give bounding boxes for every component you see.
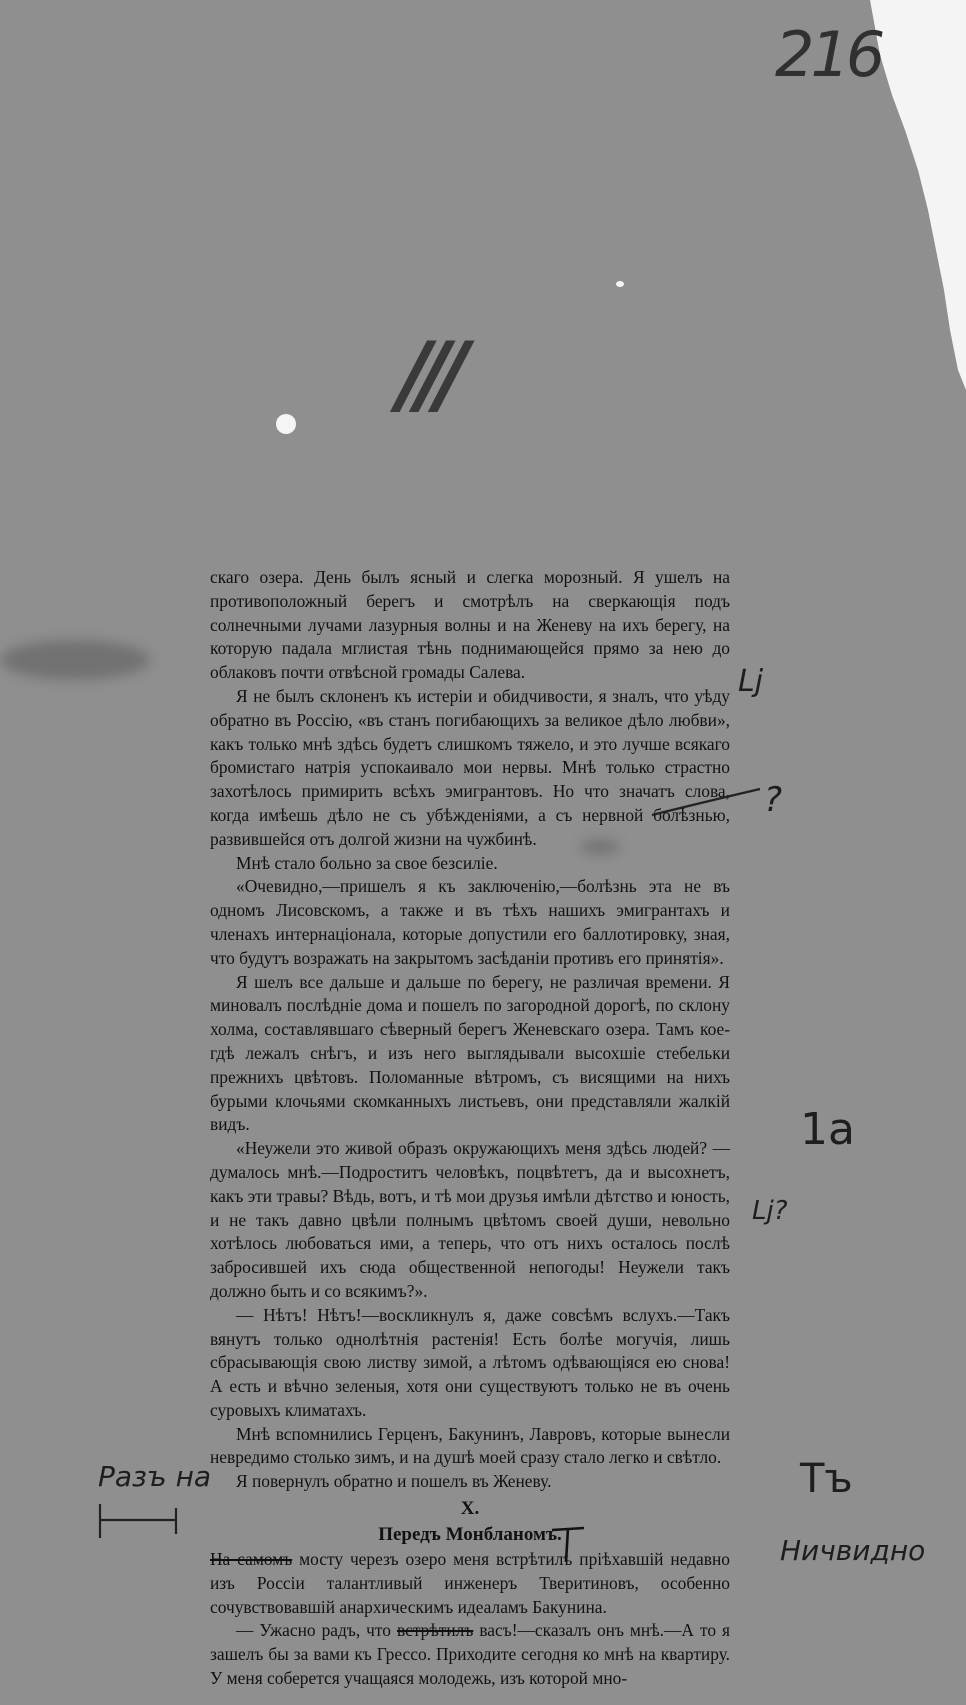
margin-note: Ничвидно xyxy=(780,1534,926,1567)
paragraph: Мнѣ вспомнились Герценъ, Бакунинъ, Лавровъ, которые вынесли невредимо столько зимъ, и на душѣ моей сразу стало легко и свѣтло. xyxy=(210,1423,730,1468)
document-text xyxy=(210,566,730,1691)
paragraph: Я повернулъ обратно и пошелъ въ Женеву. xyxy=(236,1471,552,1492)
paragraph: «Очевидно,—пришелъ я къ заключенію,—болѣзнь эта не въ одномъ Лисовскомъ, а также и въ тѣхъ нашихъ эмигрантахъ и членахъ интернаціонала, которые допустили его баллотировку, зная, что будутъ возражать на закрытомъ засѣданіи противъ его принятія». xyxy=(210,876,730,968)
struck-text: встрѣтилъ xyxy=(396,1620,474,1641)
margin-bracket-icon xyxy=(96,1498,186,1548)
margin-note: Разъ на xyxy=(98,1460,212,1493)
margin-note: Lj? xyxy=(752,1196,788,1226)
margin-note: 1a xyxy=(800,1104,855,1155)
paragraph-text: — Ужасно радъ, что xyxy=(236,1620,397,1641)
chapter-title: Передъ Монбланомъ. xyxy=(378,1524,562,1546)
roman-numeral-mark: III xyxy=(379,322,474,436)
margin-note: Lj xyxy=(738,664,764,699)
paragraph: «Неужели это живой образъ окружающихъ меня здѣсь людей? —думалось мнѣ.—Подроститъ человѣкъ, поцвѣтетъ, да и высохнетъ, какъ эти травы? Вѣдь, вотъ, и тѣ мои друзья имѣли дѣтство и юность, и не такъ давно цвѣли полнымъ цвѣтомъ своей души, невольно хотѣлось любоваться ими, а теперь, что отъ нихъ осталось послѣ забросившей ихъ сюда общественной непогоды! Неужели такъ должно быть и со всякимъ?». xyxy=(210,1138,730,1301)
punch-hole xyxy=(276,414,296,434)
margin-note: ? xyxy=(764,780,783,820)
margin-line-icon xyxy=(650,785,770,825)
paragraph: Я шелъ все дальше и дальше по берегу, не различая времени. Я миновалъ послѣдніе дома и пошелъ по загородной дорогѣ, по склону холма, составлявшаго сѣверный берегъ Женевскаго озера. Тамъ кое-гдѣ лежалъ снѣгъ, и изъ него выглядывали высохшіе стебельки прежнихъ цвѣтовъ. Поломанные вѣтромъ, съ висящими на нихъ бурыми клочьями скомканныхъ листьевъ, они представляли жалкій видъ. xyxy=(210,971,730,1135)
margin-note: Тъ xyxy=(800,1456,853,1502)
punch-hole-small xyxy=(616,281,624,287)
paragraph: — Нѣтъ! Нѣтъ!—воскликнулъ я, даже совсѣмъ вслухъ.—Такъ вянутъ только однолѣтнія растенія! Есть болѣе могучія, лишь сбрасывающія свою листву зимой, а лѣтомъ одѣвающіяся ею снова! А есть и вѣчно зеленыя, хотя они существуютъ только не въ очень суровыхъ климатахъ. xyxy=(210,1304,730,1420)
paragraph: Мнѣ стало больно за свое безсиліе. xyxy=(236,852,498,873)
insert-mark-icon xyxy=(548,1524,588,1564)
page-number-annotation: 216 xyxy=(775,18,882,91)
chapter-paragraph xyxy=(210,1548,730,1619)
paragraph: Я не былъ склоненъ къ истеріи и обидчивости, я зналъ, что уѣду обратно въ Россію, «въ станъ погибающихъ за великое дѣло любви», какъ только мнѣ здѣсь будетъ слишкомъ тяжело, и это лучше всякаго бромистаго натрія успокаивало мои нервы. Мнѣ только страстно захотѣлось примирить всѣхъ эмигрантовъ. Но что значатъ слова, когда имѣешь дѣло не съ убѣжденіями, а съ нервной болѣзнью, развившейся отъ долгой жизни на чужбинѣ. xyxy=(210,685,730,849)
struck-text: На самомъ xyxy=(210,1549,293,1570)
paragraph: скаго озера. День былъ ясный и слегка морозный. Я ушелъ на противоположный берегъ и смотрѣлъ на сверкающія подъ солнечными лучами лазурныя волны и на Женеву на ихъ берегу, на которую падала мглистая тѣнь поднимающейся прямо за нею до облаковъ почти отвѣсной громады Салева. xyxy=(210,567,730,683)
smudge-left xyxy=(0,640,150,680)
chapter-paragraph xyxy=(210,1619,730,1690)
paragraph-text: мосту черезъ озеро меня встрѣтилъ пріѣхавшій недавно изъ Россіи талантливый инженеръ Тверитиновъ, особенно сочувствовавшій анархическимъ идеаламъ Бакунина. xyxy=(210,1549,730,1617)
paragraph-text: васъ!—сказалъ онъ мнѣ.—А то я зашелъ бы за вами къ Грессо. Приходите сегодня ко мнѣ на квартиру. У меня соберется учащаяся молодежь, изъ которой мно- xyxy=(210,1620,730,1689)
chapter-number: X. xyxy=(460,1498,480,1520)
